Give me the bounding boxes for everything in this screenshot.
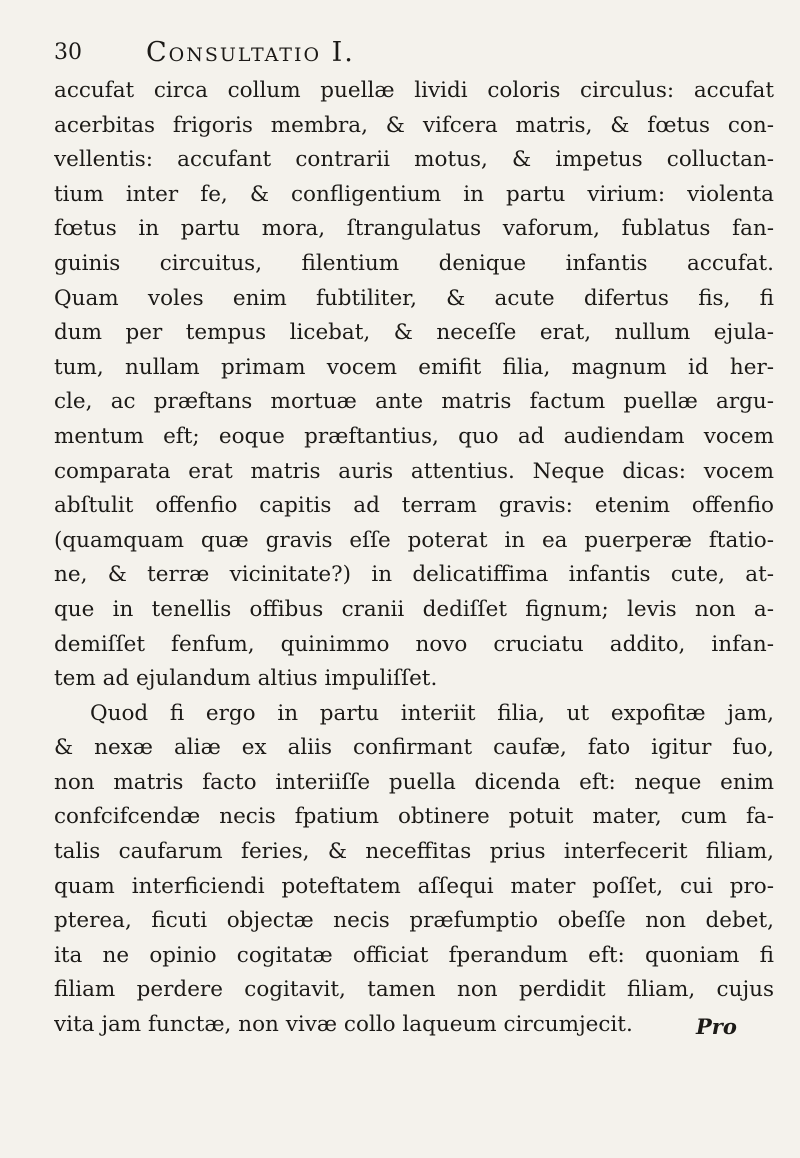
text-line: accufat circa collum puellæ lividi coloris circulus: accufat [54,78,774,103]
text-line: quam interficiendi poteftatem aſſequi mater poſſet, cui pro- [54,873,774,899]
text-line: tium inter fe, & confligentium in partu virium: violenta [54,181,774,207]
text-line: non matris facto interiiſſe puella dicenda eft: neque enim [54,769,774,795]
text-line: talis caufarum feries, & neceffitas prius interfecerit filiam, [54,839,774,865]
text-line: que in tenellis offibus cranii dediſſet fignum; levis non a- [54,596,774,622]
text-line: pterea, ficuti objectæ necis præfumptio obeſſe non debet, [54,908,774,934]
text-line: cle, ac præftans mortuæ ante matris factum puellæ argu- [54,389,774,415]
text-line: filiam perdere cogitavit, tamen non perdidit filiam, cujus [54,977,774,1003]
text-line: demiſſet fenfum, quinimmo novo cruciatu addito, infan- [54,631,774,657]
text-line: dum per tempus licebat, & neceſſe erat, nullum ejula- [54,320,774,346]
text-line: tum, nullam primam vocem emifit filia, magnum id her- [54,354,774,380]
text-line: Quam voles enim fubtiliter, & acute difertus fis, fi [54,285,774,311]
text-line: vita jam functæ, non vivæ collo laqueum circumjecit. [54,1012,633,1038]
page-header [54,34,774,72]
text-line: (quamquam quæ gravis eſſe poterat in ea puerperæ ftatio- [54,527,774,553]
body-text [54,74,774,1043]
text-line: mentum eft; eoque præftantius, quo ad audiendam vocem [54,423,774,449]
text-line: & nexæ aliæ ex aliis confirmant caufæ, fato igitur fuo, [54,735,774,761]
text-line: ita ne opinio cogitatæ officiat fperandum eft: quoniam fi [54,942,774,968]
text-line: fœtus in partu mora, ſtrangulatus vaforum, fublatus fan- [54,216,774,242]
text-line: ne, & terræ vicinitate?) in delicatiffima infantis cute, at- [54,562,774,588]
text-line: acerbitas frigoris membra, & vifcera matris, & fœtus con- [54,112,774,138]
running-head: Consultatio I. [146,37,355,68]
text-line: tem ad ejulandum altius impuliſſet. [54,666,438,692]
text-line: guinis circuitus, filentium denique infantis accufat. [54,250,774,276]
text-line: comparata erat matris auris attentius. Neque dicas: vocem [54,458,774,484]
catchword: Pro [696,1014,737,1039]
text-line: Quod fi ergo in partu interiit filia, ut expofitæ jam, [90,700,774,726]
text-line: vellentis: accufant contrarii motus, & impetus colluctan- [54,147,774,173]
page-number: 30 [54,40,82,65]
text-line: abſtulit offenfio capitis ad terram gravis: etenim offenfio [54,493,774,519]
text-line: confcifcendæ necis fpatium obtinere potuit mater, cum fa- [54,804,774,830]
